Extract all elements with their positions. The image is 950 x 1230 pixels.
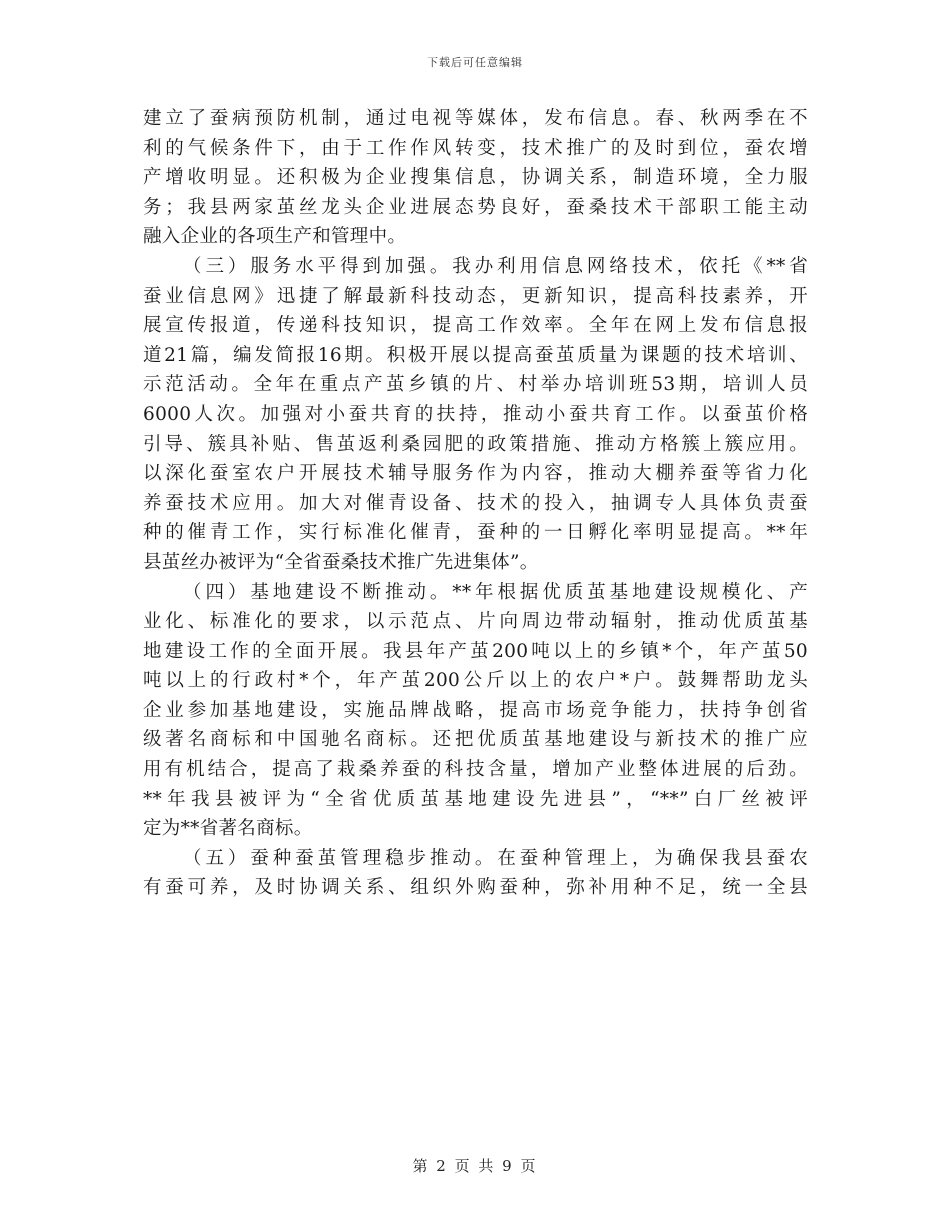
text-line: 展宣传报道，传递科技知识，提高工作效率。全年在网上发布信息报: [143, 315, 808, 337]
text-line: 有蚕可养，及时协调关系、组织外购蚕种，弥补用种不足，统一全县: [143, 877, 808, 899]
text-line: 务；我县两家茧丝龙头企业进展态势良好，蚕桑技术干部职工能主动: [143, 196, 808, 218]
text-line: 蚕业信息网》迅捷了解最新科技动态，更新知识，提高科技素养，开: [143, 285, 808, 307]
text-line: 道21篇，编发简报16期。积极开展以提高蚕茧质量为课题的技术培训、: [143, 344, 808, 366]
text-line: 级著名商标和中国驰名商标。还把优质茧基地建设与新技术的推广应: [143, 729, 808, 751]
text-line: 利的气候条件下，由于工作作风转变，技术推广的及时到位，蚕农增: [143, 137, 808, 159]
text-line: 县茧丝办被评为“全省蚕桑技术推广先进集体”。: [143, 551, 539, 573]
text-line: 吨以上的行政村*个，年产茧200公斤以上的农户*户。鼓舞帮助龙头: [143, 670, 808, 692]
text-line: 地建设工作的全面开展。我县年产茧200吨以上的乡镇*个，年产茧50: [143, 640, 808, 662]
text-line: 引导、簇具补贴、售茧返利桑园肥的政策措施、推动方格簇上簇应用。: [143, 433, 808, 455]
text-line: 用有机结合，提高了栽桑养蚕的科技含量，增加产业整体进展的后劲。: [143, 759, 808, 781]
text-line: **年我县被评为“全省优质茧基地建设先进县”，“**”白厂丝被评: [143, 788, 808, 810]
text-line: （三）服务水平得到加强。我办利用信息网络技术，依托《**省: [183, 255, 808, 277]
text-line: 示范活动。全年在重点产茧乡镇的片、村举办培训班53期，培训人员: [143, 374, 808, 396]
text-line: 产增收明显。还积极为企业搜集信息，协调关系，制造环境，全力服: [143, 167, 808, 189]
text-line: （四）基地建设不断推动。**年根据优质茧基地建设规模化、产: [183, 581, 808, 603]
text-line: （五）蚕种蚕茧管理稳步推动。在蚕种管理上，为确保我县蚕农: [183, 847, 808, 869]
text-line: 种的催青工作，实行标准化催青，蚕种的一日孵化率明显提高。**年: [143, 522, 808, 544]
text-line: 以深化蚕室农户开展技术辅导服务作为内容，推动大棚养蚕等省力化: [143, 463, 808, 485]
text-line: 6000人次。加强对小蚕共育的扶持，推动小蚕共育工作。以蚕茧价格: [143, 403, 808, 425]
text-line: 建立了蚕病预防机制，通过电视等媒体，发布信息。春、秋两季在不: [143, 108, 808, 129]
text-line: 融入企业的各项生产和管理中。: [143, 226, 407, 248]
document-body: [143, 104, 808, 903]
text-line: 业化、标准化的要求，以示范点、片向周边带动辐射，推动优质茧基: [143, 611, 808, 633]
page-header: 下载后可任意编辑: [427, 56, 523, 69]
text-line: 定为**省著名商标。: [143, 818, 313, 840]
text-line: 企业参加基地建设，实施品牌战略，提高市场竞争能力，扶持争创省: [143, 699, 808, 721]
page-number-footer: 第 2 页 共 9 页: [412, 1157, 538, 1175]
text-line: 养蚕技术应用。加大对催青设备、技术的投入，抽调专人具体负责蚕: [143, 492, 808, 514]
